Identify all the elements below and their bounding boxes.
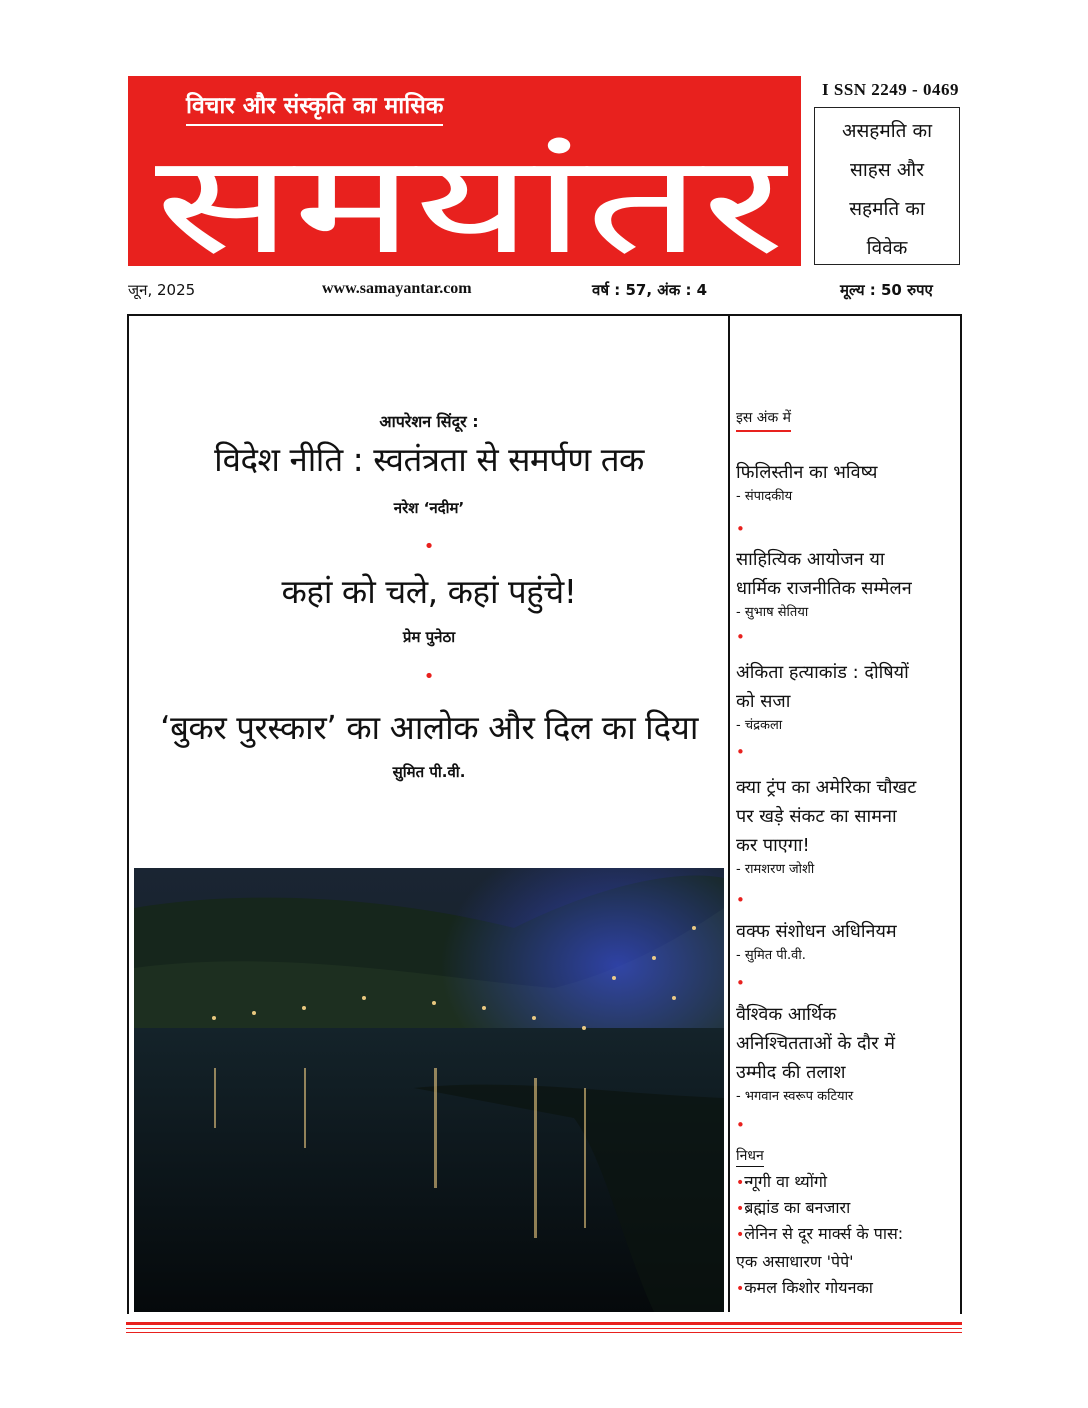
price: मूल्य : 50 रुपए bbox=[840, 281, 933, 299]
toc-entry[interactable] bbox=[736, 545, 954, 623]
toc-entry-author: - भगवान स्वरूप कटियार bbox=[736, 1089, 854, 1104]
toc-entry-author: - सुभाष सेतिया bbox=[736, 605, 809, 620]
toc-entry-title: साहित्यिक आयोजन या bbox=[736, 549, 885, 570]
bullet-dot: • bbox=[423, 666, 435, 687]
toc-entry-title: पर खड़े संकट का सामना bbox=[736, 806, 897, 827]
toc-entry-title: उम्मीद की तलाश bbox=[736, 1062, 846, 1083]
masthead bbox=[128, 76, 801, 266]
masthead-title-text: समयांतर bbox=[155, 124, 789, 264]
bottom-rule bbox=[126, 1328, 962, 1329]
obituary-item-text: लेनिन से दूर मार्क्स के पास: bbox=[744, 1224, 904, 1243]
obituary-item-text: न्गूगी वा थ्योंगो bbox=[744, 1172, 827, 1191]
lead-byline: नरेश ‘नदीम’ bbox=[393, 499, 465, 517]
toc-entry-title: अनिश्चितताओं के दौर में bbox=[736, 1033, 896, 1054]
obituary-title: निधन bbox=[736, 1146, 764, 1167]
toc-entry-title: कर पाएगा! bbox=[736, 835, 810, 856]
bullet-dot: • bbox=[736, 1281, 745, 1297]
toc-entry[interactable] bbox=[736, 773, 954, 880]
motto-box bbox=[814, 107, 960, 265]
bullet-dot: • bbox=[736, 974, 745, 992]
bullet-dot: • bbox=[736, 891, 745, 909]
obituary-item[interactable] bbox=[736, 1170, 827, 1195]
toc-entry-author: - संपादकीय bbox=[736, 489, 793, 504]
toc-entry[interactable] bbox=[736, 1000, 954, 1107]
toc-entry-title: को सजा bbox=[736, 691, 791, 712]
website-link[interactable]: www.samayantar.com bbox=[322, 280, 472, 297]
obituary-item-text: ब्रह्मांड का बनजारा bbox=[744, 1198, 851, 1217]
lead-byline: सुमित पी.वी. bbox=[392, 763, 466, 781]
lead-headline[interactable]: कहां को चले, कहां पहुंचे! bbox=[281, 572, 577, 611]
toc-entry-author: - सुमित पी.वी. bbox=[736, 948, 806, 963]
bullet-dot: • bbox=[736, 743, 745, 761]
lead-byline: प्रेम पुनेठा bbox=[402, 628, 456, 646]
issue-info-bar bbox=[128, 280, 964, 304]
cover-photo-lake-night bbox=[134, 868, 724, 1312]
obituary-item-text: एक असाधारण 'पेपे' bbox=[736, 1252, 854, 1271]
bottom-rule bbox=[126, 1322, 962, 1325]
bullet-dot: • bbox=[736, 1175, 745, 1191]
issue-date: जून, 2025 bbox=[128, 281, 196, 299]
toc-entry-title: वक्फ संशोधन अधिनियम bbox=[736, 921, 897, 942]
column-divider bbox=[728, 316, 730, 1312]
obituary-item[interactable] bbox=[736, 1222, 903, 1247]
bullet-dot: • bbox=[736, 628, 745, 646]
bullet-dot: • bbox=[736, 520, 745, 538]
toc-entry-author: - चंद्रकला bbox=[736, 718, 783, 733]
toc-entry[interactable] bbox=[736, 917, 954, 966]
motto-line: विवेक bbox=[866, 237, 908, 259]
obituary-item[interactable] bbox=[736, 1276, 873, 1301]
toc-entry-title: फिलिस्तीन का भविष्य bbox=[736, 462, 878, 483]
toc-entry-author: - रामशरण जोशी bbox=[736, 862, 815, 877]
obituary-item[interactable] bbox=[736, 1196, 850, 1221]
toc-entry-title: धार्मिक राजनीतिक सम्मेलन bbox=[736, 578, 912, 599]
motto-line: असहमति का bbox=[841, 120, 933, 142]
lead-headline[interactable]: विदेश नीति : स्वतंत्रता से समर्पण तक bbox=[214, 440, 644, 479]
lead-kicker: आपरेशन सिंदूर : bbox=[379, 412, 479, 431]
obituary-item-text: कमल किशोर गोयनका bbox=[744, 1278, 873, 1297]
toc-entry[interactable] bbox=[736, 658, 954, 736]
bottom-rule bbox=[126, 1332, 962, 1333]
obituary-item-continued bbox=[736, 1250, 854, 1274]
toc-entry-title: वैश्विक आर्थिक bbox=[736, 1004, 837, 1025]
masthead-title bbox=[150, 116, 790, 264]
bullet-dot: • bbox=[423, 536, 435, 557]
bullet-dot: • bbox=[736, 1227, 745, 1243]
motto-line: सहमति का bbox=[849, 198, 925, 220]
toc-entry[interactable] bbox=[736, 458, 954, 507]
volume-issue: वर्ष : 57, अंक : 4 bbox=[592, 281, 708, 299]
bullet-dot: • bbox=[736, 1116, 745, 1134]
motto-line: साहस और bbox=[850, 159, 924, 181]
toc-title: इस अंक में bbox=[736, 408, 791, 432]
issn: I SSN 2249 - 0469 bbox=[822, 80, 959, 99]
lead-headline[interactable]: ‘बुकर पुरस्कार’ का आलोक और दिल का दिया bbox=[160, 708, 698, 747]
toc-entry-title: क्या ट्रंप का अमेरिका चौखट bbox=[736, 777, 917, 798]
toc-entry-title: अंकिता हत्याकांड : दोषियों bbox=[736, 662, 909, 683]
bullet-dot: • bbox=[736, 1201, 745, 1217]
masthead-tagline: विचार और संस्कृति का मासिक bbox=[186, 88, 443, 126]
